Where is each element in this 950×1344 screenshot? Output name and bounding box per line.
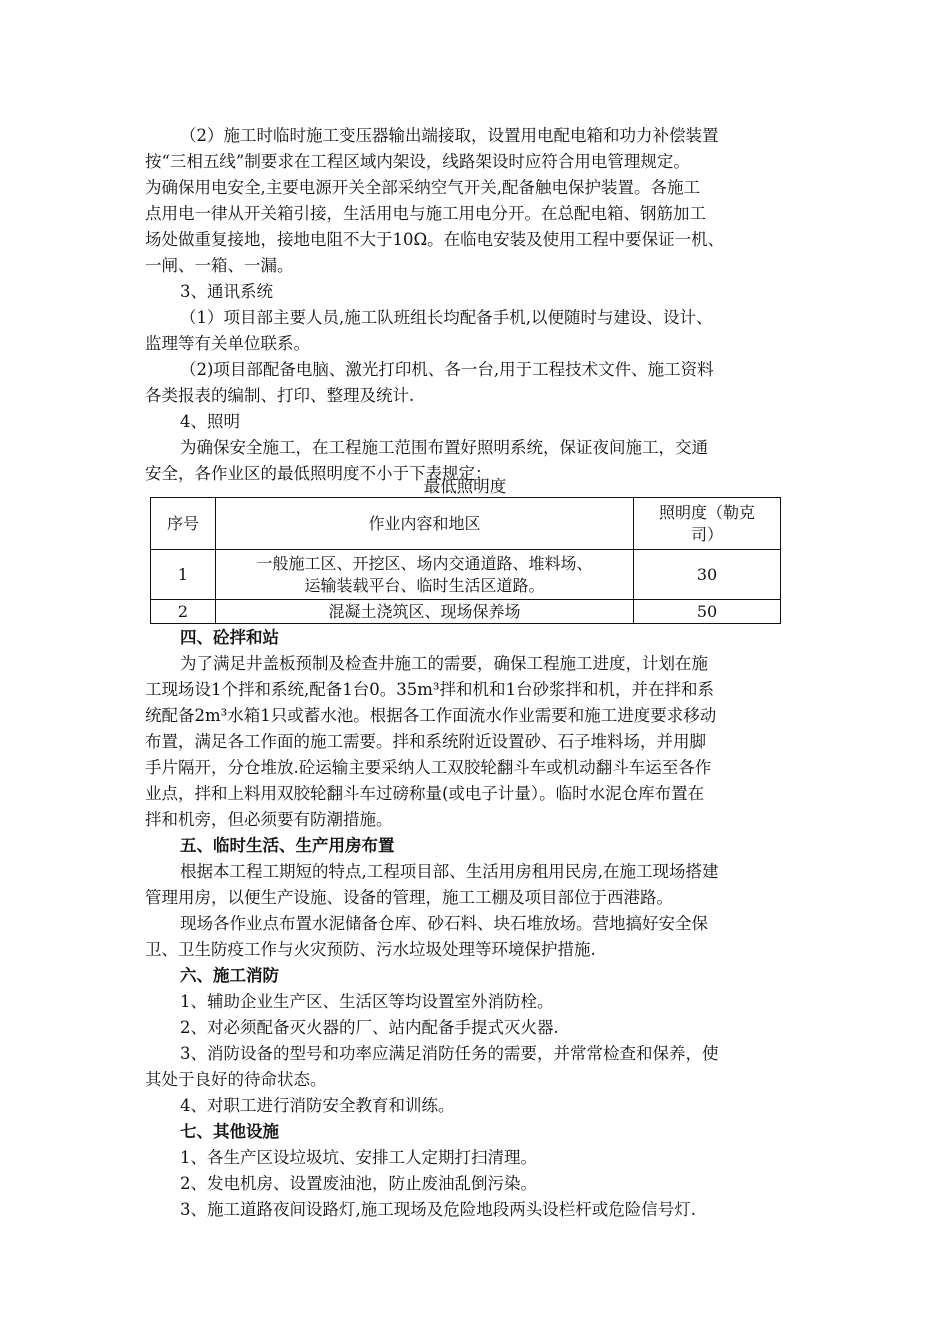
row-lux: 30 [634, 550, 781, 600]
row-area-line1: 一般施工区、开挖区、场内交通道路、堆料场、 [256, 553, 593, 573]
paragraph-line: 卫、卫生防疫工作与火灾预防、污水垃圾处理等环境保护措施. [145, 940, 596, 959]
row-area [216, 550, 634, 600]
row-lux: 50 [634, 600, 781, 624]
paragraph-line: 手片隔开，分仓堆放.砼运输主要采纳人工双胶轮翻斗车或机动翻斗车运至各作 [145, 758, 712, 777]
paragraph-line: 监理等有关单位联系。 [145, 334, 310, 353]
paragraph-line: 业点，拌和上料用双胶轮翻斗车过磅称量(或电子计量）。临时水泥仓库布置在 [145, 784, 705, 803]
paragraph-line: 3、消防设备的型号和功率应满足消防任务的需要，并常常检查和保养，使 [180, 1044, 719, 1063]
paragraph-line: 2、发电机房、设置废油池，防止废油乱倒污染。 [180, 1174, 537, 1193]
paragraph-line: 场处做重复接地，接地电阻不大于10Ω。在临电安装及使用工程中要保证一机、 [145, 230, 725, 249]
paragraph-line: 为了满足井盖板预制及检查井施工的需要，确保工程施工进度，计划在施 [180, 654, 708, 673]
row-no: 1 [151, 550, 216, 600]
paragraph-line: （2）施工时临时施工变压器输出端接取，设置用电配电箱和功力补偿装置 [180, 126, 719, 145]
paragraph-line: 为确保安全施工，在工程施工范围布置好照明系统，保证夜间施工，交通 [180, 438, 708, 457]
header-area: 作业内容和地区 [216, 498, 634, 550]
section-heading: 四、砼拌和站 [180, 628, 279, 647]
paragraph-line: 为确保用电安全,主要电源开关全部采纳空气开关,配备触电保护装置。各施工 [145, 178, 700, 197]
paragraph-line: 3、施工道路夜间设路灯,施工现场及危险地段两头设栏杆或危险信号灯. [180, 1200, 696, 1219]
subsection-heading: 3、通讯系统 [180, 282, 273, 301]
paragraph-line: （2)项目部配备电脑、激光打印机、各一台,用于工程技术文件、施工资料 [180, 360, 714, 379]
header-lux-line1: 照明度（勒克 [658, 502, 755, 522]
header-lux-line2: 司） [690, 524, 723, 544]
row-area: 混凝土浇筑区、现场保养场 [216, 600, 634, 624]
section-heading: 五、临时生活、生产用房布置 [180, 836, 395, 855]
paragraph-line: 工现场设1个拌和系统,配备1台0。35m³拌和机和1台砂浆拌和机，并在拌和系 [145, 680, 714, 699]
paragraph-line: 各类报表的编制、打印、整理及统计. [145, 386, 415, 405]
section-heading: 七、其他设施 [180, 1122, 279, 1141]
paragraph-line: 一闸、一箱、一漏。 [145, 256, 294, 275]
section-heading: 六、施工消防 [180, 966, 279, 985]
paragraph-line: 其处于良好的待命状态。 [145, 1070, 327, 1089]
paragraph-line: 点用电一律从开关箱引接，生活用电与施工用电分开。在总配电箱、钢筋加工 [145, 204, 706, 223]
paragraph-line: 现场各作业点布置水泥储备仓库、砂石料、块石堆放场。营地搞好安全保 [180, 914, 708, 933]
paragraph-line: 2、对必须配备灭火器的厂、站内配备手提式灭火器. [180, 1018, 559, 1037]
paragraph-line: 1、各生产区设垃圾坑、安排工人定期打扫清理。 [180, 1148, 537, 1167]
illumination-table [150, 497, 781, 624]
paragraph-line: 管理用房，以便生产设施、设备的管理，施工工棚及项目部位于西港路。 [145, 888, 673, 907]
paragraph-line: 4、对职工进行消防安全教育和训练。 [180, 1096, 455, 1115]
table-caption: 最低照明度 [423, 477, 507, 496]
paragraph-line: 根据本工程工期短的特点,工程项目部、生活用房租用民房,在施工现场搭建 [180, 862, 719, 881]
paragraph-line: 安全，各作业区的最低照明度不小于下表规定： [145, 464, 492, 483]
paragraph-line: 拌和机旁，但必须要有防潮措施。 [145, 810, 393, 829]
subsection-heading: 4、照明 [180, 412, 240, 431]
table-header-row [151, 498, 781, 550]
row-no: 2 [151, 600, 216, 624]
header-lux [634, 498, 781, 550]
paragraph-line: 统配备2m³水箱1只或蓄水池。根据各工作面流水作业需要和施工进度要求移动 [145, 706, 717, 725]
header-no: 序号 [151, 498, 216, 550]
paragraph-line: （1）项目部主要人员,施工队班组长均配备手机,以便随时与建设、设计、 [180, 308, 713, 327]
paragraph-line: 布置，满足各工作面的施工需要。拌和系统附近设置砂、石子堆料场，并用脚 [145, 732, 706, 751]
table-row [151, 600, 781, 624]
paragraph-line: 1、辅助企业生产区、生活区等均设置室外消防栓。 [180, 992, 554, 1011]
row-area-line2: 运输装载平台、临时生活区道路。 [304, 575, 545, 595]
table-row [151, 550, 781, 600]
paragraph-line: 按“三相五线”制要求在工程区域内架设，线路架设时应符合用电管理规定。 [145, 152, 690, 171]
